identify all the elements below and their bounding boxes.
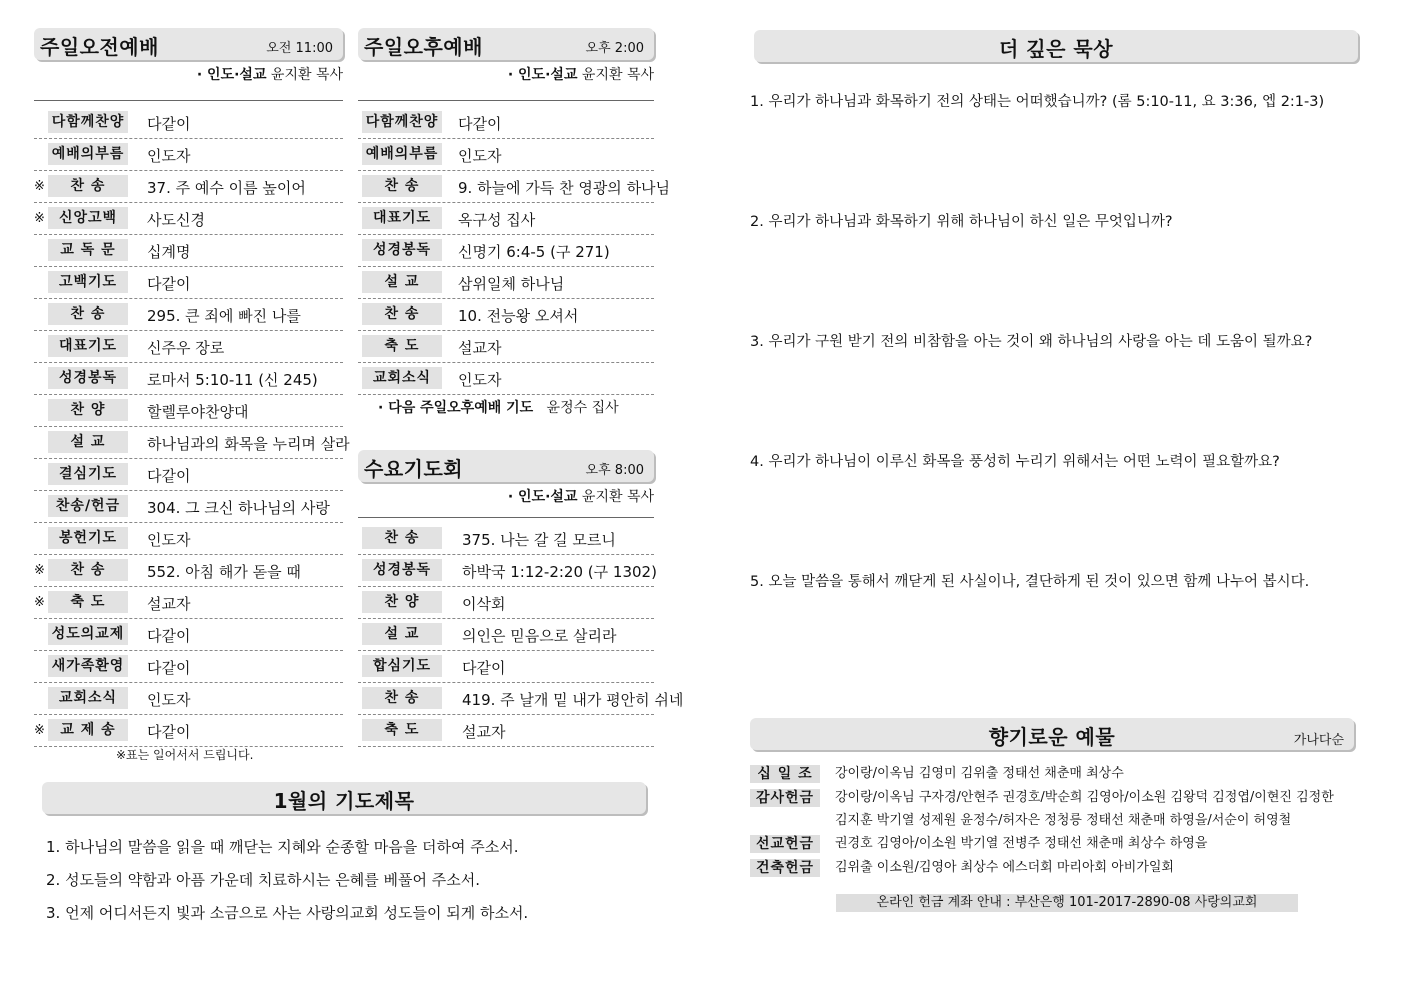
afternoon-service-header [358, 28, 654, 60]
order-value: 삼위일체 하나님 [458, 275, 565, 293]
morning-rule [34, 100, 343, 101]
morning-service-header [34, 28, 343, 60]
meditation-header [754, 30, 1358, 62]
leader-name: 윤지환 목사 [581, 67, 654, 83]
order-label: 축 도 [362, 719, 442, 741]
order-row [358, 170, 671, 203]
leader-prefix: · 인도·설교 [507, 489, 578, 505]
order-label: 성경봉독 [362, 239, 442, 261]
wednesday-rule [358, 517, 654, 518]
morning-service-time: 오전 11:00 [266, 41, 333, 56]
order-row [34, 362, 343, 395]
order-value: 375. 나는 갈 길 모르니 [462, 531, 616, 549]
offering-label-mission: 선교헌금 [750, 835, 820, 853]
order-label: 찬 송 [48, 303, 128, 325]
order-value: 사도신경 [147, 211, 205, 229]
order-value: 할렐루야찬양대 [147, 403, 249, 421]
order-row [358, 298, 654, 331]
order-value: 설교자 [462, 723, 506, 741]
order-label: 대표기도 [48, 335, 128, 357]
order-label: 찬 양 [362, 591, 442, 613]
order-row [34, 714, 343, 747]
order-value: 295. 큰 죄에 빠진 나를 [147, 307, 301, 325]
order-label: 찬 송 [362, 687, 442, 709]
order-label: 대표기도 [362, 207, 442, 229]
standing-note: ※표는 일어서서 드립니다. [116, 748, 254, 762]
order-value: 신주우 장로 [147, 339, 225, 357]
order-value: 인도자 [147, 531, 191, 549]
order-label: 찬 송 [48, 175, 128, 197]
order-value: 설교자 [458, 339, 502, 357]
order-value: 552. 아침 해가 돋을 때 [147, 563, 301, 581]
order-label: 교 제 송 [48, 719, 128, 741]
order-value: 다같이 [147, 275, 191, 293]
offering-names: 강이랑/이옥님 구자경/안현주 권경호/박순희 김영아/이소원 김왕덕 김정엽/이현진 김정한 [835, 790, 1334, 805]
offering-names: 김지훈 박기열 성제원 윤정수/허자은 정청릉 정태선 채춘매 하영을/서순이 허영철 [835, 813, 1292, 828]
order-value: 인도자 [458, 371, 502, 389]
order-label: 축 도 [48, 591, 128, 613]
order-label: 교 독 문 [48, 239, 128, 261]
order-row [358, 362, 654, 395]
order-row [358, 682, 684, 715]
order-row [34, 522, 343, 555]
order-label: 합심기도 [362, 655, 442, 677]
order-row [34, 330, 343, 363]
afternoon-rule [358, 100, 654, 101]
order-row [34, 426, 350, 459]
prayer-item: 3. 언제 어디서든지 빛과 소금으로 사는 사랑의교회 성도들이 되게 하소서. [46, 904, 529, 922]
order-label: 성도의교제 [48, 623, 128, 645]
order-value: 인도자 [147, 691, 191, 709]
order-value: 십계명 [147, 243, 191, 261]
order-label: 성경봉독 [48, 367, 128, 389]
order-value: 이삭회 [462, 595, 506, 613]
standing-mark: ※ [34, 211, 45, 226]
leader-prefix: · 인도·설교 [196, 67, 267, 83]
order-row [34, 650, 343, 683]
order-row [358, 714, 654, 747]
meditation-question: 3. 우리가 구원 받기 전의 비참함을 아는 것이 왜 하나님의 사랑을 아는 데 도움이 될까요? [750, 334, 1313, 350]
standing-mark: ※ [34, 723, 45, 738]
order-value: 다같이 [147, 659, 191, 677]
online-offering-account: 온라인 헌금 계좌 안내 : 부산은행 101-2017-2890-08 사랑의교회 [836, 894, 1298, 912]
offering-title: 향기로운 예물 [988, 725, 1116, 749]
leader-name: 윤지환 목사 [270, 67, 343, 83]
order-label: 찬 송 [48, 559, 128, 581]
prayer-item: 1. 하나님의 말씀을 읽을 때 깨닫는 지혜와 순종할 마음을 더하여 주소서. [46, 838, 519, 856]
meditation-title: 더 깊은 묵상 [998, 37, 1114, 61]
order-label: 예배의부름 [362, 143, 442, 165]
order-row [34, 170, 343, 203]
order-label: 설 교 [362, 623, 442, 645]
offering-names: 강이랑/이옥님 김영미 김위출 정태선 채춘매 최상수 [835, 766, 1124, 781]
order-label: 새가족환영 [48, 655, 128, 677]
order-label: 찬 송 [362, 527, 442, 549]
leader-prefix: · 인도·설교 [507, 67, 578, 83]
order-value: 인도자 [458, 147, 502, 165]
order-label: 성경봉독 [362, 559, 442, 581]
order-value: 다같이 [147, 723, 191, 741]
prayer-item: 2. 성도들의 약함과 아픔 가운데 치료하시는 은혜를 베풀어 주소서. [46, 871, 480, 889]
order-value: 인도자 [147, 147, 191, 165]
order-row [358, 234, 654, 267]
order-value: 설교자 [147, 595, 191, 613]
order-label: 찬 송 [362, 175, 442, 197]
order-value: 다같이 [147, 627, 191, 645]
next-prayer-label: · 다음 주일오후예배 기도 [378, 400, 534, 416]
order-value: 304. 그 크신 하나님의 사랑 [147, 499, 330, 517]
offering-header [750, 718, 1354, 750]
offering-names: 김위출 이소원/김영아 최상수 에스더회 마리아회 아비가일회 [835, 860, 1174, 875]
order-label: 봉헌기도 [48, 527, 128, 549]
standing-mark: ※ [34, 563, 45, 578]
meditation-question: 1. 우리가 하나님과 화목하기 전의 상태는 어떠했습니까? (롬 5:10-11, 요 3:36, 엡 2:1-3) [750, 94, 1325, 110]
order-label: 찬송/헌금 [48, 495, 128, 517]
next-prayer-note [378, 397, 619, 417]
order-label: 다함께찬양 [48, 111, 128, 133]
afternoon-service-title: 주일오후예배 [364, 35, 483, 59]
order-row [34, 234, 343, 267]
order-row [34, 202, 343, 235]
standing-mark: ※ [34, 595, 45, 610]
order-row [34, 458, 343, 491]
order-row [358, 554, 657, 587]
leader-name: 윤지환 목사 [581, 489, 654, 505]
order-value: 37. 주 예수 이름 높이어 [147, 179, 306, 197]
prayer-topics-title: 1월의 기도제목 [273, 789, 415, 813]
wednesday-service-time: 오후 8:00 [585, 463, 644, 478]
order-row [358, 202, 654, 235]
order-label: 교회소식 [362, 367, 442, 389]
order-label: 결심기도 [48, 463, 128, 485]
offering-label-tithe: 십 일 조 [750, 765, 820, 783]
order-row [358, 106, 654, 139]
wednesday-leader [358, 486, 654, 506]
order-row [358, 266, 654, 299]
meditation-question: 2. 우리가 하나님과 화목하기 위해 하나님이 하신 일은 무엇입니까? [750, 214, 1173, 230]
afternoon-service-time: 오후 2:00 [585, 41, 644, 56]
order-row [358, 138, 654, 171]
order-row [358, 650, 654, 683]
next-prayer-name: 윤정수 집사 [546, 400, 619, 416]
offering-names: 권경호 김영아/이소원 박기열 전병주 정태선 채춘매 최상수 하영을 [835, 836, 1208, 851]
order-row [34, 298, 343, 331]
order-value: 다같이 [147, 467, 191, 485]
order-value: 다같이 [462, 659, 506, 677]
prayer-topics-header [42, 782, 646, 814]
order-row [34, 490, 343, 523]
order-label: 신앙고백 [48, 207, 128, 229]
order-row [358, 618, 654, 651]
order-value: 하박국 1:12-2:20 (구 1302) [462, 563, 657, 581]
morning-service-title: 주일오전예배 [40, 35, 159, 59]
order-label: 찬 송 [362, 303, 442, 325]
order-label: 찬 양 [48, 399, 128, 421]
wednesday-service-header [358, 450, 654, 482]
meditation-question: 5. 오늘 말씀을 통해서 깨닫게 된 사실이나, 결단하게 된 것이 있으면 함께 나누어 봅시다. [750, 574, 1310, 590]
order-row [34, 394, 343, 427]
order-label: 축 도 [362, 335, 442, 357]
afternoon-leader [358, 64, 654, 84]
order-value: 옥구성 집사 [458, 211, 536, 229]
offering-label-building: 건축헌금 [750, 859, 820, 877]
order-row [34, 266, 343, 299]
offering-order-note: 가나다순 [1293, 733, 1344, 748]
wednesday-service-title: 수요기도회 [364, 457, 464, 481]
order-value: 다같이 [147, 115, 191, 133]
order-label: 설 교 [362, 271, 442, 293]
order-label: 예배의부름 [48, 143, 128, 165]
order-value: 신명기 6:4-5 (구 271) [458, 243, 610, 261]
order-value: 로마서 5:10-11 (신 245) [147, 371, 318, 389]
order-label: 다함께찬양 [362, 111, 442, 133]
order-value: 의인은 믿음으로 살리라 [462, 627, 617, 645]
order-row [358, 586, 654, 619]
order-row [34, 618, 343, 651]
order-label: 고백기도 [48, 271, 128, 293]
order-value: 다같이 [458, 115, 502, 133]
order-row [358, 522, 654, 555]
morning-leader [34, 64, 343, 84]
order-value: 10. 전능왕 오셔서 [458, 307, 579, 325]
meditation-question: 4. 우리가 하나님이 이루신 화목을 풍성히 누리기 위해서는 어떤 노력이 필요할까요? [750, 454, 1280, 470]
order-value: 419. 주 날개 밑 내가 평안히 쉬네 [462, 691, 684, 709]
order-value: 하나님과의 화목을 누리며 살라 [147, 435, 350, 453]
order-label: 설 교 [48, 431, 128, 453]
order-row [34, 554, 343, 587]
order-value: 9. 하늘에 가득 찬 영광의 하나님 [458, 179, 671, 197]
order-row [34, 138, 343, 171]
offering-label-thanks: 감사헌금 [750, 789, 820, 807]
order-row [34, 682, 343, 715]
order-row [358, 330, 654, 363]
standing-mark: ※ [34, 179, 45, 194]
order-label: 교회소식 [48, 687, 128, 709]
order-row [34, 106, 343, 139]
order-row [34, 586, 343, 619]
